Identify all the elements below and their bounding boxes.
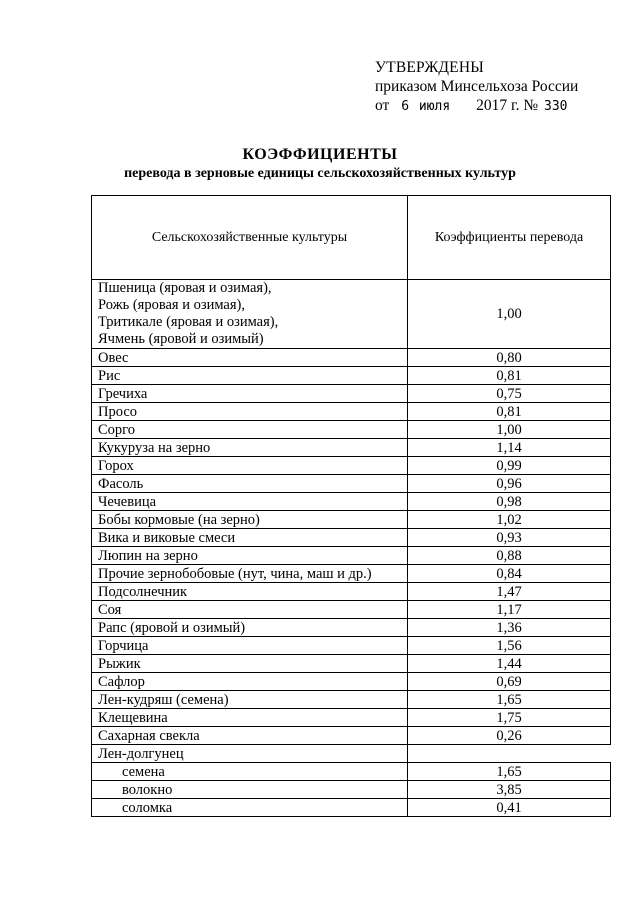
crop-name: Вика и виковые смеси — [92, 529, 408, 547]
approval-order-line: приказом Минсельхоза России — [375, 78, 579, 95]
coefficient-value: 0,81 — [408, 403, 611, 421]
approval-block — [375, 58, 578, 116]
table-row — [92, 457, 611, 475]
coefficient-value: 0,75 — [408, 385, 611, 403]
coefficient-value: 1,14 — [408, 439, 611, 457]
coefficient-value: 0,96 — [408, 475, 611, 493]
crop-name: Соя — [92, 601, 408, 619]
coefficient-value: 0,69 — [408, 673, 611, 691]
coefficient-value: 0,93 — [408, 529, 611, 547]
coefficient-value: 1,75 — [408, 709, 611, 727]
table-row — [92, 493, 611, 511]
crop-name: Горчица — [92, 637, 408, 655]
crop-name: Прочие зернобобовые (нут, чина, маш и др.) — [92, 565, 408, 583]
crop-name: семена — [92, 763, 408, 781]
crop-name: Рыжик — [92, 655, 408, 673]
grain-group-cell — [92, 280, 408, 349]
coefficient-value: 0,99 — [408, 457, 611, 475]
table-row — [92, 349, 611, 367]
table-row — [92, 583, 611, 601]
table-row — [92, 475, 611, 493]
crop-name: Клещевина — [92, 709, 408, 727]
header-crops: Сельскохозяйственные культуры — [92, 196, 408, 280]
coefficient-value: 3,85 — [408, 781, 611, 799]
approval-heading: УТВЕРЖДЕНЫ — [375, 59, 484, 76]
coefficient-value: 1,36 — [408, 619, 611, 637]
coefficient-value: 1,47 — [408, 583, 611, 601]
date-day: 6 — [401, 99, 410, 114]
crop-name: Люпин на зерно — [92, 547, 408, 565]
grain-line: Тритикале (яровая и озимая), — [98, 314, 279, 330]
table-row — [92, 511, 611, 529]
flax-item-row — [92, 799, 611, 817]
crop-name: Овес — [92, 349, 408, 367]
table-row — [92, 385, 611, 403]
doc-subtitle: перевода в зерновые единицы сельскохозяйственных культур — [124, 166, 516, 181]
coefficient-value: 0,81 — [408, 367, 611, 385]
crop-name: Чечевица — [92, 493, 408, 511]
crop-name: Рис — [92, 367, 408, 385]
table-row — [92, 619, 611, 637]
table-row — [92, 565, 611, 583]
crop-name: Гречиха — [92, 385, 408, 403]
table-row — [92, 655, 611, 673]
table-row — [92, 673, 611, 691]
crop-name: Кукуруза на зерно — [92, 439, 408, 457]
table-row — [92, 601, 611, 619]
coefficient-value: 1,00 — [408, 421, 611, 439]
crop-name: Рапс (яровой и озимый) — [92, 619, 408, 637]
coefficient-value: 0,98 — [408, 493, 611, 511]
crop-name: Сахарная свекла — [92, 727, 408, 745]
coefficient-value: 1,44 — [408, 655, 611, 673]
table-header-row — [92, 196, 611, 280]
approval-date-line — [375, 96, 578, 116]
order-number: 330 — [544, 99, 568, 114]
crop-name: Сорго — [92, 421, 408, 439]
doc-title: КОЭФФИЦИЕНТЫ — [242, 146, 398, 163]
grain-line: Ячмень (яровой и озимый) — [98, 331, 264, 347]
coefficient-value: 1,65 — [408, 691, 611, 709]
crop-name: Фасоль — [92, 475, 408, 493]
grain-line: Рожь (яровая и озимая), — [98, 297, 245, 313]
flax-item-row — [92, 781, 611, 799]
coefficient-value: 0,84 — [408, 565, 611, 583]
coefficient-value — [408, 745, 611, 763]
table-row — [92, 439, 611, 457]
table-row — [92, 691, 611, 709]
table-row — [92, 403, 611, 421]
year-label: 2017 г. № — [476, 97, 539, 114]
crop-name: Подсолнечник — [92, 583, 408, 601]
table-row — [92, 367, 611, 385]
coefficients-table — [91, 195, 611, 817]
crop-name: Лен-долгунец — [92, 745, 408, 763]
table-row — [92, 280, 611, 349]
coefficient-value: 1,65 — [408, 763, 611, 781]
coefficient-value: 0,88 — [408, 547, 611, 565]
header-coefficients: Коэффициенты перевода — [408, 196, 611, 280]
coefficient-value: 1,02 — [408, 511, 611, 529]
crop-name: Просо — [92, 403, 408, 421]
crop-name: Бобы кормовые (на зерно) — [92, 511, 408, 529]
table-row — [92, 421, 611, 439]
table-row — [92, 547, 611, 565]
table-row — [92, 529, 611, 547]
grain-line: Пшеница (яровая и озимая), — [98, 280, 272, 296]
crop-name: Сафлор — [92, 673, 408, 691]
from-label: от — [375, 97, 390, 114]
coefficient-value: 1,56 — [408, 637, 611, 655]
table-row — [92, 637, 611, 655]
coefficient-value: 0,80 — [408, 349, 611, 367]
flax-group-row — [92, 745, 611, 763]
coefficient-value: 0,26 — [408, 727, 611, 745]
grain-group-value: 1,00 — [408, 280, 611, 349]
coefficient-value: 1,17 — [408, 601, 611, 619]
coefficient-value: 0,41 — [408, 799, 611, 817]
table-row — [92, 727, 611, 745]
date-month: июля — [418, 99, 451, 114]
crop-name: Лен-кудряш (семена) — [92, 691, 408, 709]
crop-name: волокно — [92, 781, 408, 799]
crop-name: соломка — [92, 799, 408, 817]
flax-item-row — [92, 763, 611, 781]
table-row — [92, 709, 611, 727]
crop-name: Горох — [92, 457, 408, 475]
